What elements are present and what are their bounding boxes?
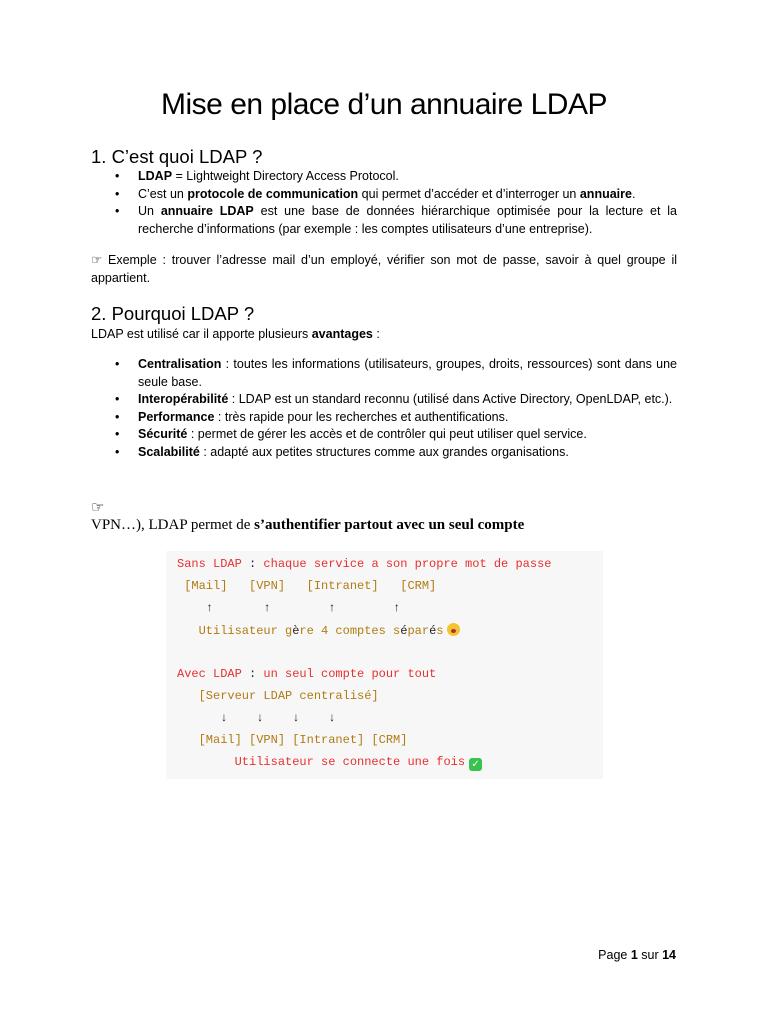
code-line-services: [Mail] [VPN] [Intranet] [CRM] [177, 579, 437, 593]
summary-line: VPN…), LDAP permet de s’authentifier partout avec un seul compte [91, 517, 525, 533]
page-footer: Page 1 sur 14 [598, 948, 676, 962]
section-2-heading: 2. Pourquoi LDAP ? [91, 303, 255, 324]
code-line-single-login: Utilisateur se connecte une fois ✓ [177, 755, 482, 771]
bullet-annuaire: • Un annuaire LDAP est une base de données hiérarchique optimisée pour la lecture et la recherche d’informations (par exemple : les comptes utilisateurs d’une entreprise). [91, 203, 677, 238]
section-2-intro: LDAP est utilisé car il apporte plusieurs avantages : [91, 327, 380, 341]
code-line-four-accounts: Utilisateur gère 4 comptes séparés [177, 623, 460, 638]
example-paragraph: ☞ Exemple : trouver l’adresse mail d’un employé, vérifier son mot de passe, savoir à quel groupe il appartient. [91, 253, 677, 285]
advantage-securite: • Sécurité : permet de gérer les accès et de contrôler qui peut utiliser quel service. [91, 426, 677, 444]
advantage-centralisation: • Centralisation : toutes les informations (utilisateurs, groupes, droits, ressources) sont dans une seule base. [91, 356, 677, 391]
bullet-ldap-definition: • LDAP = Lightweight Directory Access Protocol. [91, 168, 677, 186]
advantages-list [91, 356, 677, 461]
advantage-scalabilite: • Scalabilité : adapté aux petites structures comme aux grandes organisations. [91, 444, 677, 462]
code-line-down-arrows: ↓ ↓ ↓ ↓ [177, 711, 336, 725]
code-line-up-arrows: ↑ ↑ ↑ ↑ [177, 601, 401, 615]
page-title: Mise en place d’un annuaire LDAP [161, 88, 607, 121]
advantage-interoperabilite: • Interopérabilité : LDAP est un standard reconnu (utilisé dans Active Directory, OpenLDAP, etc.). [91, 391, 677, 409]
bullet-protocol: • C’est un protocole de communication qui permet d’accéder et d’interroger un annuaire. [91, 186, 677, 204]
section-1-heading: 1. C’est quoi LDAP ? [91, 146, 263, 167]
dizzy-face-icon [447, 623, 460, 636]
advantage-performance: • Performance : très rapide pour les recherches et authentifications. [91, 409, 677, 427]
code-line-avec-ldap: Avec LDAP : un seul compte pour tout [177, 667, 437, 681]
code-line-sans-ldap: Sans LDAP : chaque service a son propre mot de passe [177, 557, 552, 571]
section-1-bullet-list [91, 168, 677, 238]
code-line-ldap-server: [Serveur LDAP centralisé] [177, 689, 379, 703]
code-block [166, 551, 603, 779]
check-mark-icon: ✓ [469, 758, 482, 771]
pointer-icon: ☞ [91, 500, 105, 516]
code-line-services-2: [Mail] [VPN] [Intranet] [CRM] [177, 733, 408, 747]
